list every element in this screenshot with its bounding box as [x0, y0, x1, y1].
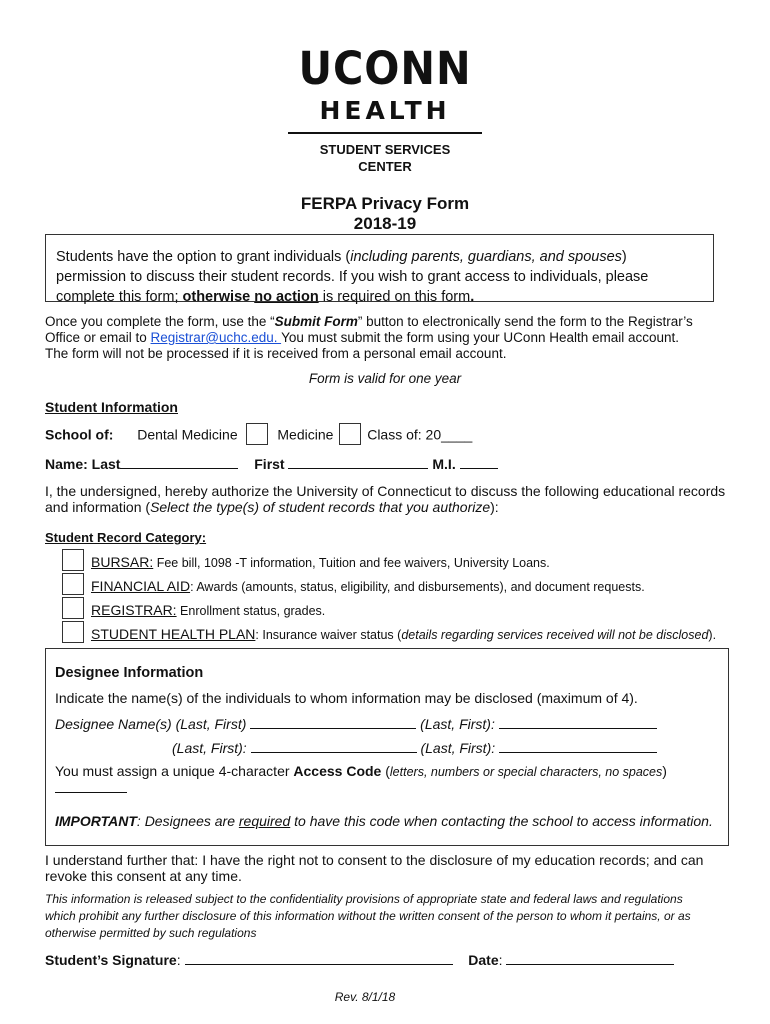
designee-4-field[interactable]	[499, 739, 657, 753]
confidentiality-line2: which prohibit any further disclosure of this information without the written consent of the person to whom it pertains, or as	[45, 909, 691, 923]
confidentiality-line1: This information is released subject to the confidentiality provisions of appropriate state and federal laws and regulations	[45, 892, 683, 906]
date-label: Date	[468, 952, 499, 968]
class-of-field[interactable]: Class of: 20____	[367, 426, 473, 443]
health-plan-checkbox[interactable]	[62, 621, 84, 643]
signature-row: Student’s Signature: Date:	[45, 951, 674, 969]
last-name-label: Name: Last	[45, 456, 121, 472]
authorization-line1: I, the undersigned, hereby authorize the University of Connecticut to discuss the following educational records	[45, 483, 726, 499]
center-name-line2: CENTER	[358, 159, 412, 174]
intro-line2: permission to discuss their student records. If you wish to grant access to individuals, please	[56, 269, 649, 285]
financial-aid-option: FINANCIAL AID: Awards (amounts, status, eligibility, and disbursements), and document requests.	[91, 578, 645, 594]
designee-3-field[interactable]	[251, 739, 417, 753]
designee-row1: Designee Name(s) (Last, First) (Last, First):	[55, 715, 657, 732]
instructions-line2: Office or email to Registrar@uchc.edu. You must submit the form using your UConn Health email account.	[45, 330, 680, 345]
first-name-label: First	[254, 456, 285, 472]
valid-note: Form is valid for one year	[308, 371, 462, 386]
revision-date: Rev. 8/1/18	[334, 990, 396, 1004]
designee-2-field[interactable]	[499, 715, 657, 729]
authorization-line2: and information (Select the type(s) of student records that you authorize):	[45, 499, 499, 515]
instructions-line3: The form will not be processed if it is received from a personal email account.	[45, 346, 507, 361]
school-label: School of:	[45, 426, 114, 443]
form-year: 2018-19	[353, 214, 417, 233]
mi-field[interactable]	[460, 455, 498, 469]
consent-line2: revoke this consent at any time.	[45, 868, 242, 884]
registrar-option: REGISTRAR: Enrollment status, grades.	[91, 602, 326, 618]
access-code-instructions: You must assign a unique 4-character Access Code (letters, numbers or special characters, no spaces)	[55, 763, 667, 779]
financial-aid-checkbox[interactable]	[62, 573, 84, 595]
medicine-label: Medicine	[277, 426, 334, 443]
intro-line3: complete this form; otherwise no action is required on this form.	[56, 289, 475, 305]
registrar-email-link[interactable]: Registrar@uchc.edu.	[150, 330, 282, 345]
mi-label: M.I.	[432, 456, 456, 472]
logo-divider	[288, 132, 482, 134]
designee-row2: (Last, First): (Last, First):	[172, 739, 657, 756]
intro-box	[45, 234, 714, 305]
logo-health: HEALTH	[319, 96, 451, 125]
bursar-option: BURSAR: Fee bill, 1098 -T information, Tuition and fee waivers, University Loans.	[91, 554, 550, 570]
medicine-checkbox[interactable]	[339, 423, 361, 445]
signature-label: Student’s Signature	[45, 952, 177, 968]
student-info-heading: Student Information	[45, 399, 178, 415]
first-name-field[interactable]	[288, 455, 428, 469]
school-row	[45, 423, 472, 449]
signature-field[interactable]	[185, 951, 453, 965]
center-name-line1: STUDENT SERVICES	[319, 142, 451, 157]
instructions-line1: Once you complete the form, use the “Submit Form” button to electronically send the form to the Registrar’s	[45, 314, 693, 329]
dental-medicine-checkbox[interactable]	[246, 423, 268, 445]
designee-heading: Designee Information	[55, 665, 204, 681]
name-row	[45, 455, 498, 473]
consent-line1: I understand further that: I have the right not to consent to the disclosure of my education records; and can	[45, 852, 704, 868]
designee-1-field[interactable]	[250, 715, 416, 729]
important-note: IMPORTANT: Designees are required to have this code when contacting the school to access information.	[55, 813, 713, 829]
bursar-checkbox[interactable]	[62, 549, 84, 571]
dental-medicine-label: Dental Medicine	[137, 426, 238, 443]
access-code-field[interactable]	[55, 791, 127, 793]
health-plan-option: STUDENT HEALTH PLAN: Insurance waiver status (details regarding services received will not be disclosed).	[91, 626, 717, 642]
intro-line1: Students have the option to grant individuals (including parents, guardians, and spouses)	[56, 249, 627, 265]
last-name-field[interactable]	[120, 455, 238, 469]
confidentiality-line3: otherwise permitted by such regulations	[45, 926, 257, 940]
registrar-checkbox[interactable]	[62, 597, 84, 619]
page-title: FERPA Privacy Form	[300, 194, 470, 213]
logo-uconn: UCONN	[298, 42, 472, 95]
record-category-heading: Student Record Category:	[45, 530, 207, 545]
date-field[interactable]	[506, 951, 674, 965]
designee-indicate: Indicate the name(s) of the individuals to whom information may be disclosed (maximum of 4).	[55, 690, 638, 706]
